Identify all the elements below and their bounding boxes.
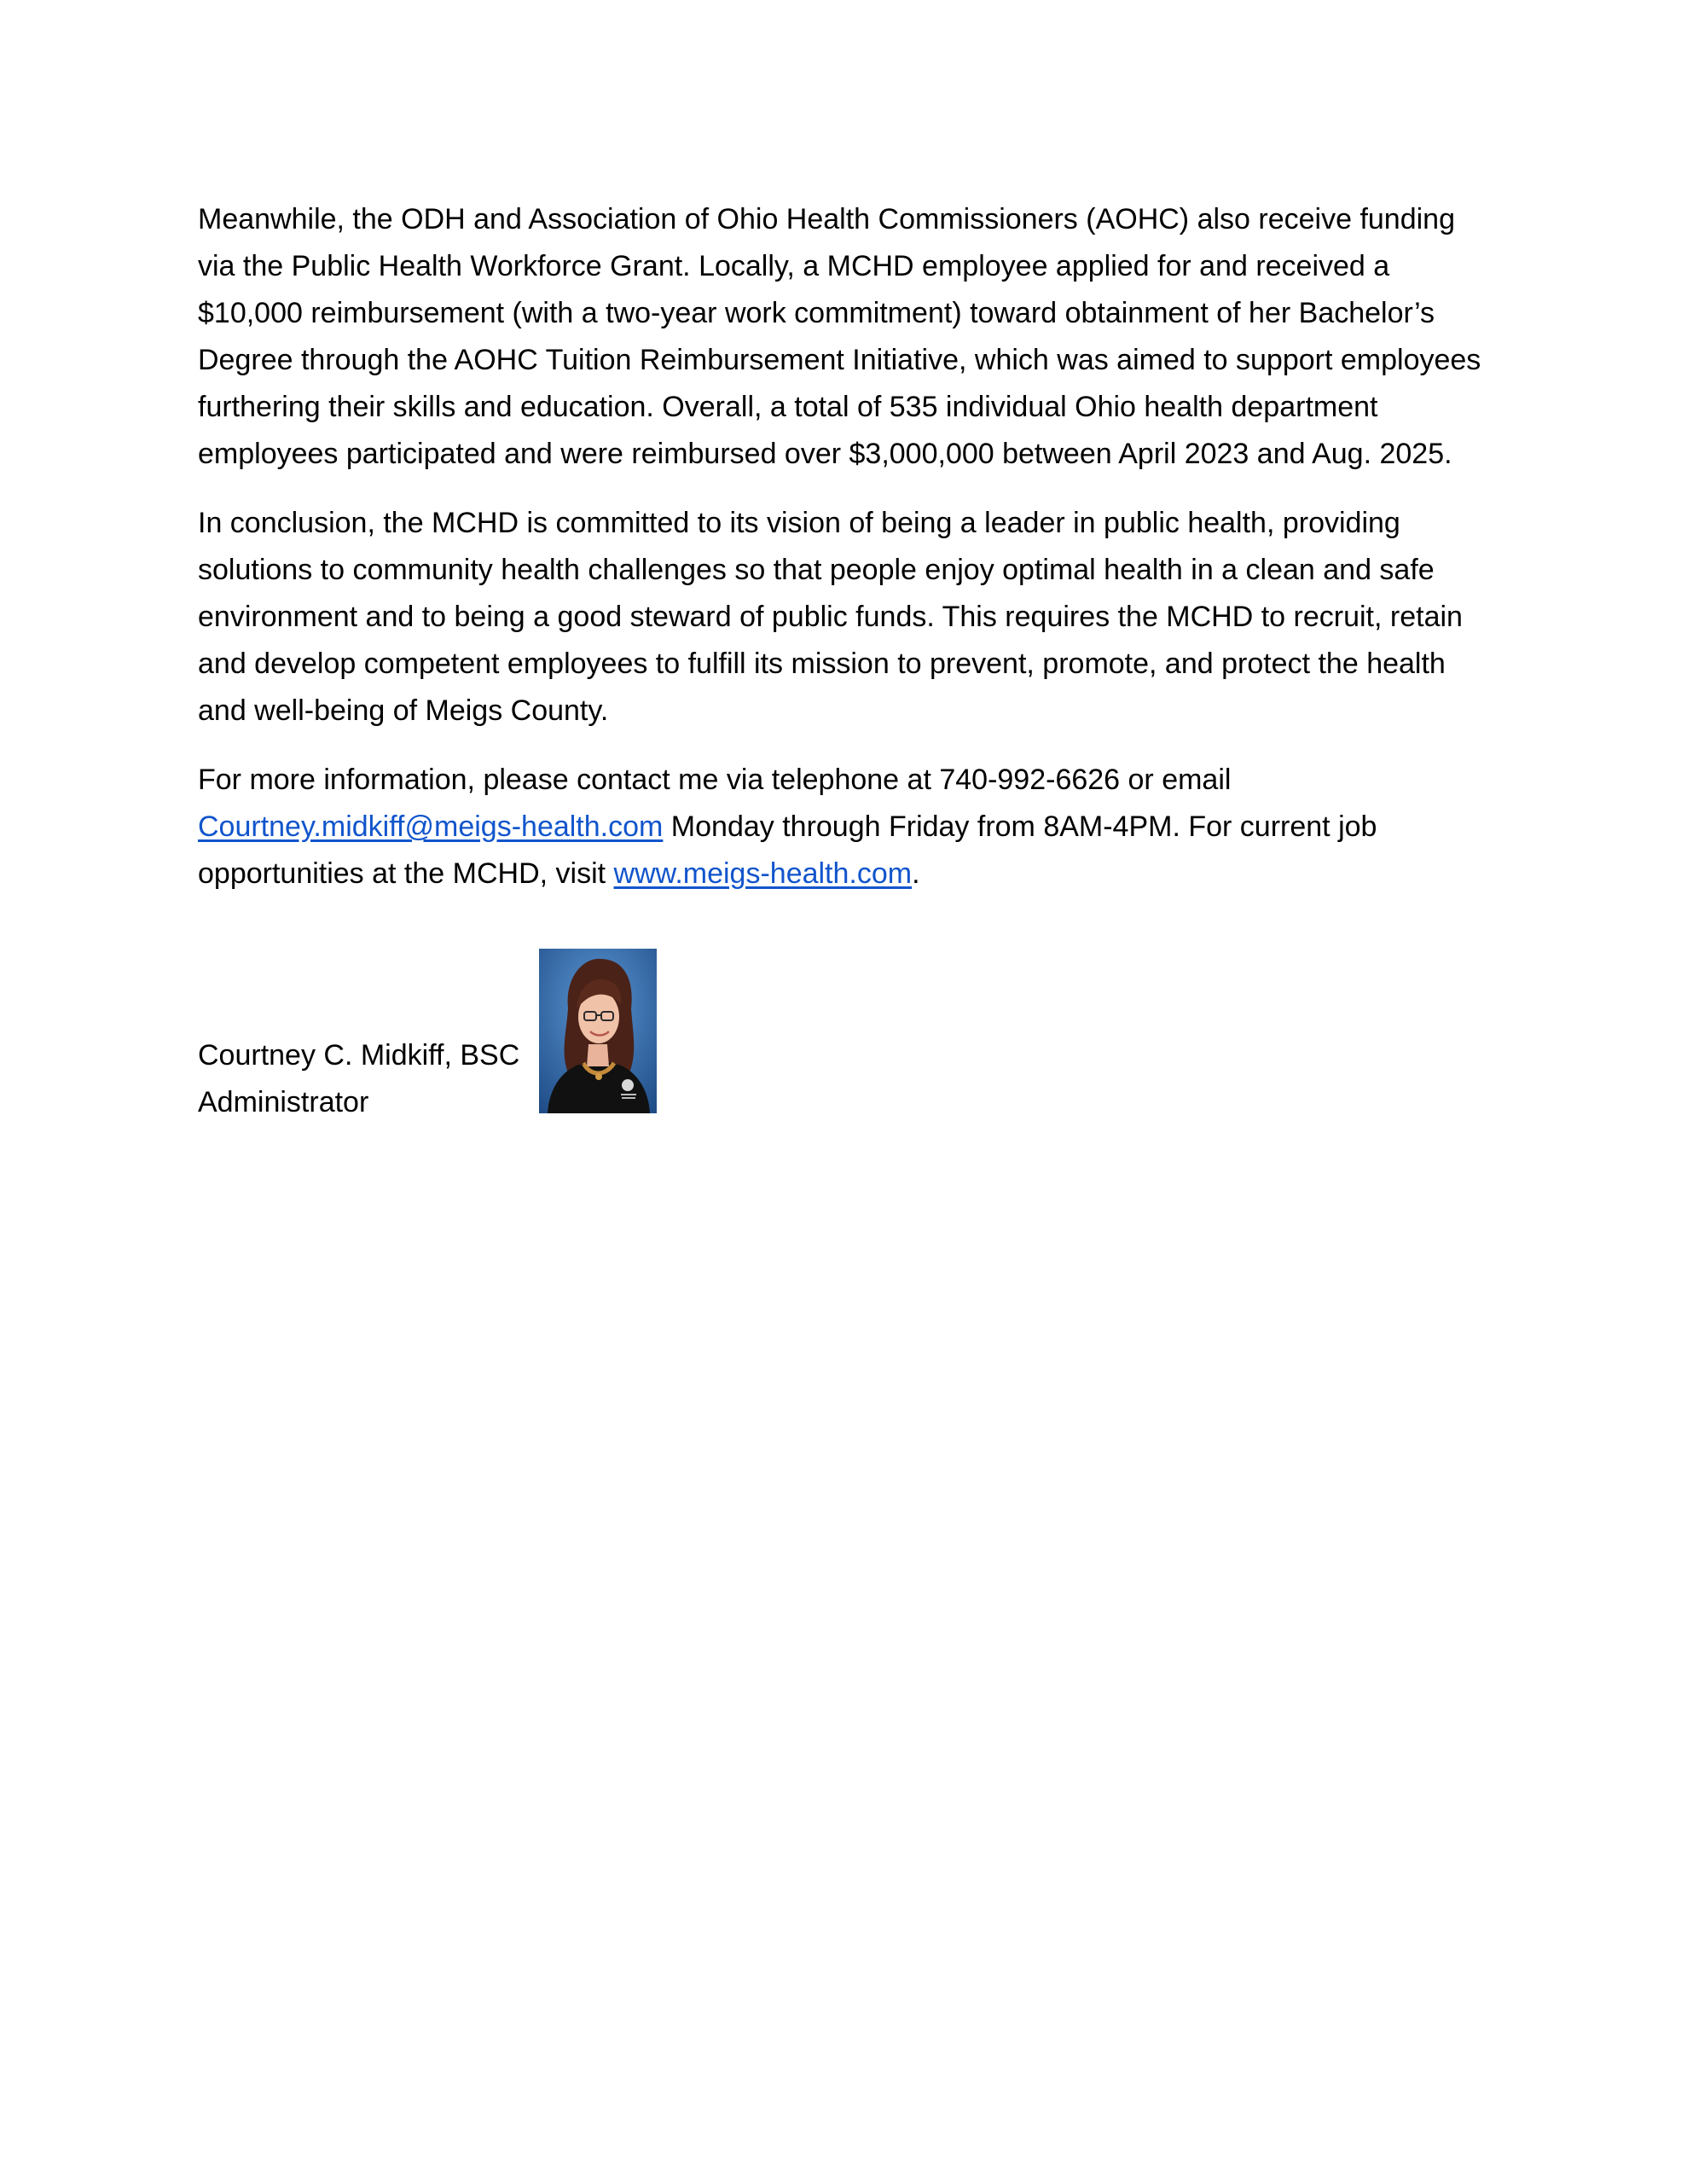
paragraph-workforce-grant: Meanwhile, the ODH and Association of Ohio Health Commissioners (AOHC) also receive funding via the Public Health Workforce Grant. Locally, a MCHD employee applied for and received a $10,000 reimbursement (with a two-year work commitment) toward obtainment of her Bachelor’s Degree through the AOHC Tuition Reimbursement Initiative, which was aimed to support employees furthering their skills and education. Overall, a total of 535 individual Ohio health department employees participated and were reimbursed over $3,000,000 between April 2023 and Aug. 2025.	[198, 203, 1481, 470]
signature-text	[198, 1032, 519, 1126]
contact-text-end: .	[912, 857, 920, 890]
signature-name: Courtney C. Midkiff, BSC	[198, 1039, 520, 1072]
paragraph-contact	[198, 757, 1494, 897]
signature-block	[198, 949, 880, 1119]
letter-body	[198, 196, 1494, 920]
signature-title: Administrator	[198, 1086, 369, 1118]
contact-text-middle: Monday through Friday from 8AM-4PM. For current job opportunities at the MCHD, visit	[198, 810, 1377, 890]
portrait-image	[539, 949, 657, 1113]
paragraph-conclusion: In conclusion, the MCHD is committed to its vision of being a leader in public health, providing solutions to community health challenges so that people enjoy optimal health in a clean and safe environment and to being a good steward of public funds. This requires the MCHD to recruit, retain and develop competent employees to fulfill its mission to prevent, promote, and protect the health and well-being of Meigs County.	[198, 507, 1463, 727]
email-link[interactable]: Courtney.midkiff@meigs-health.com	[198, 810, 664, 843]
portrait-photo	[539, 949, 657, 1113]
website-link[interactable]: www.meigs-health.com	[613, 857, 913, 890]
contact-text-start: For more information, please contact me via telephone at 740-992-6626 or email	[198, 764, 1232, 796]
